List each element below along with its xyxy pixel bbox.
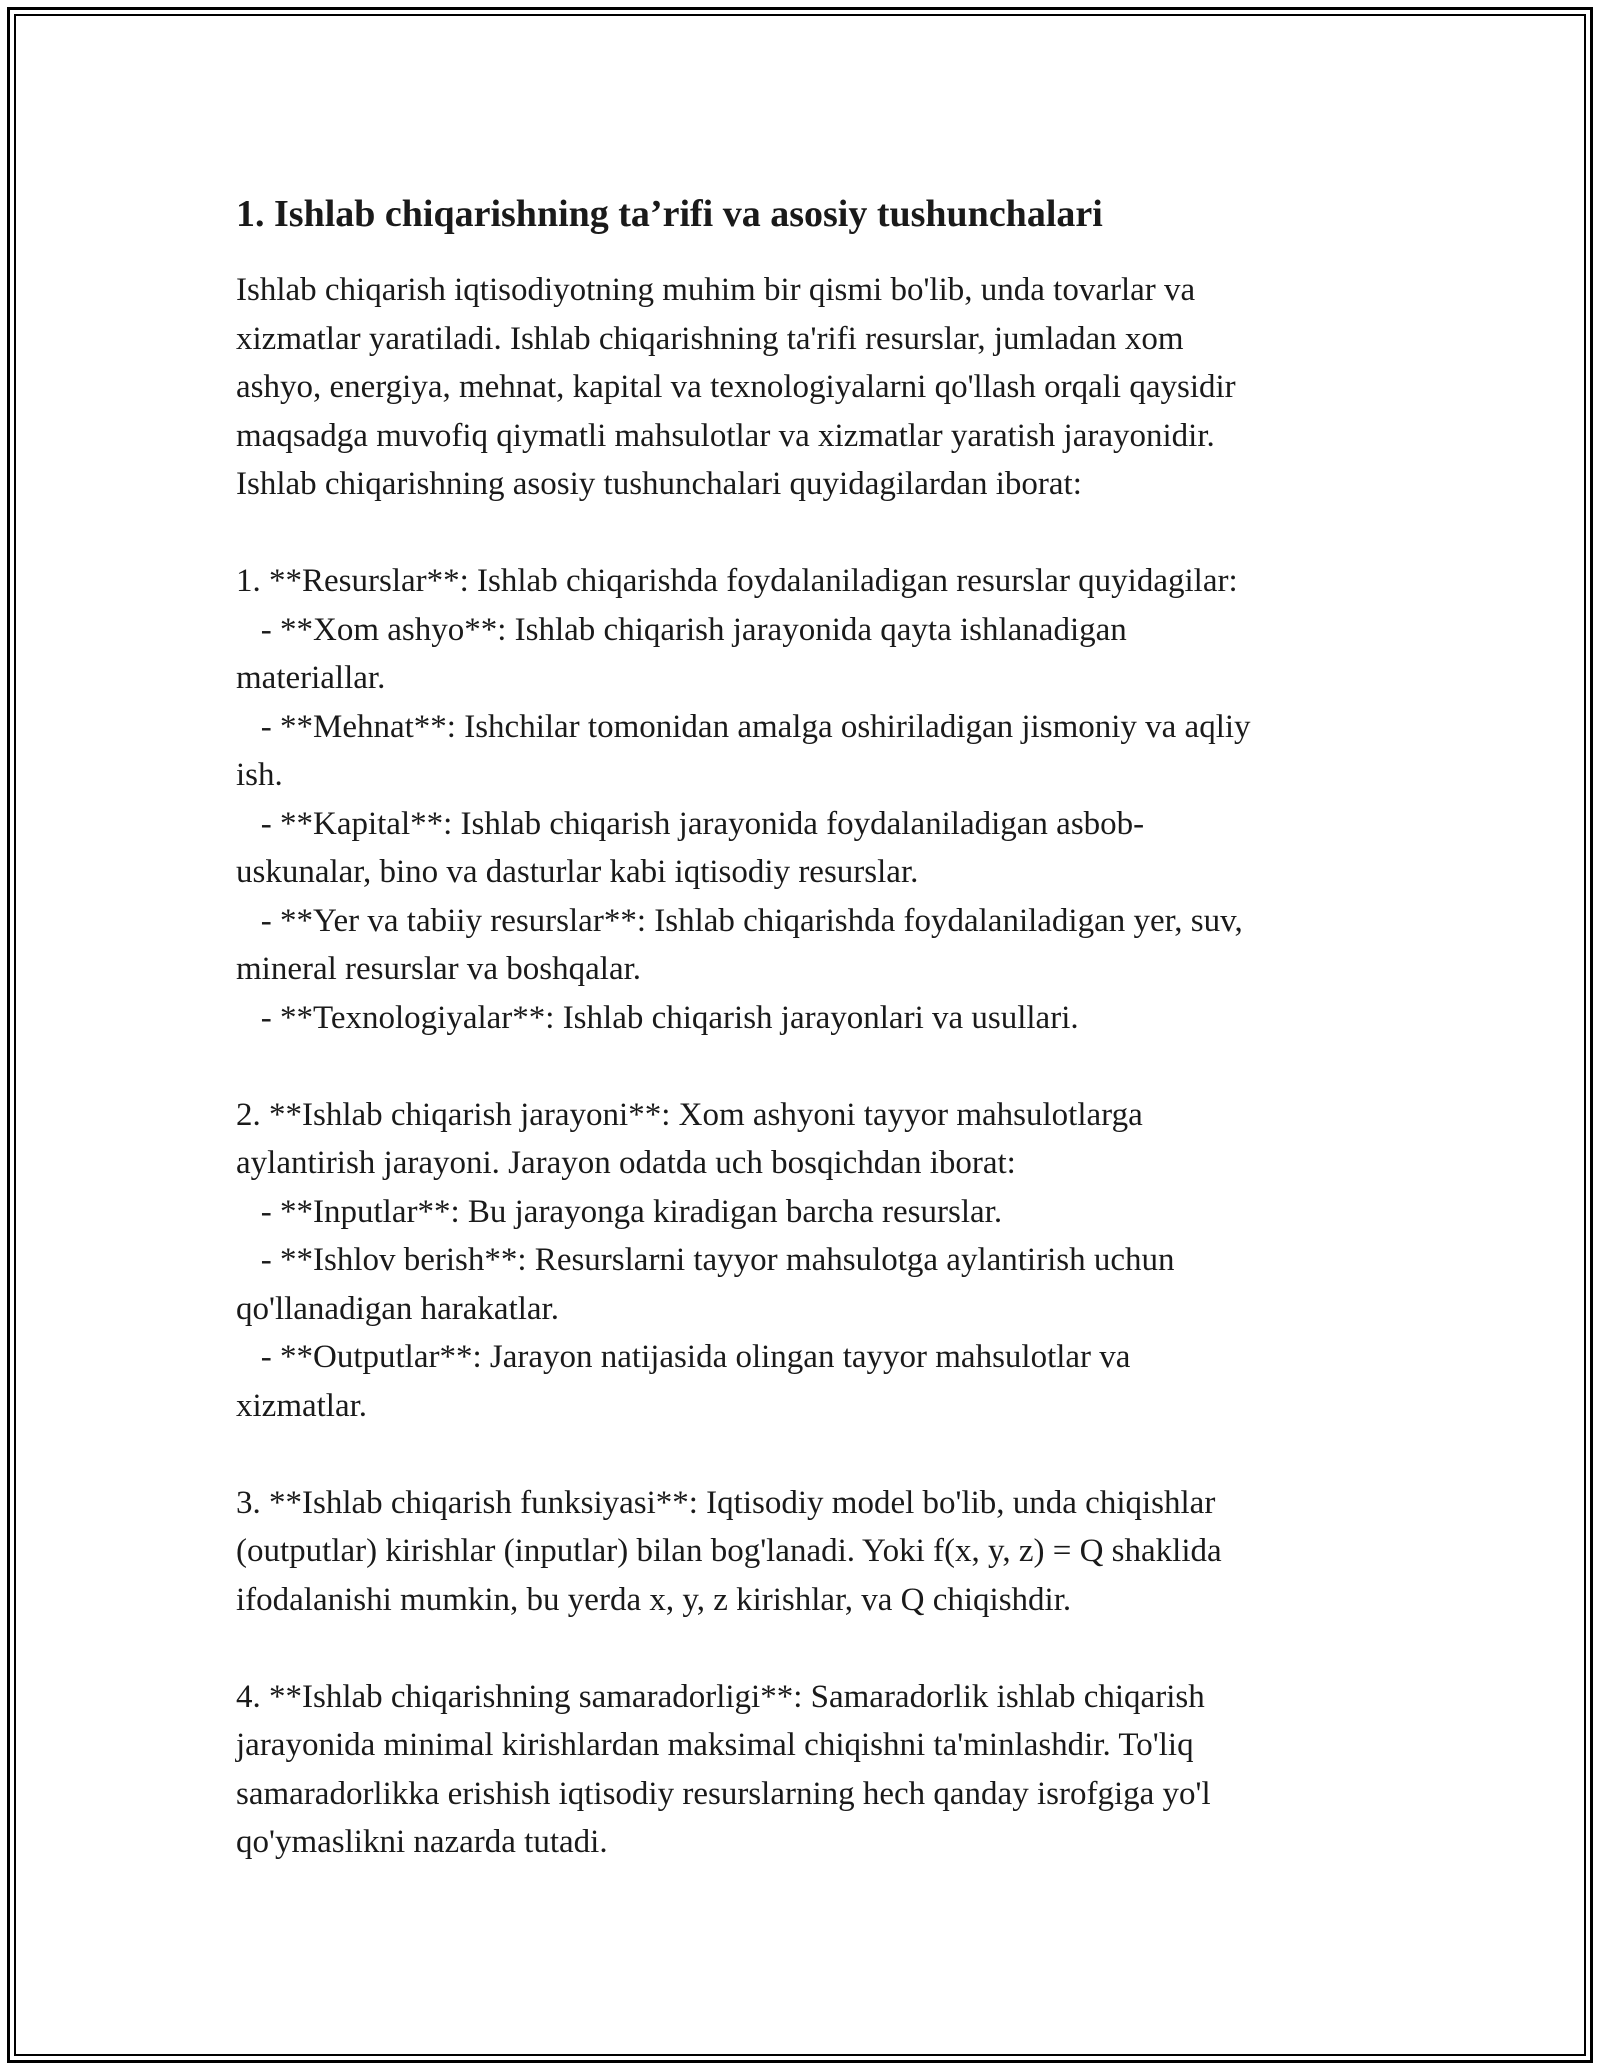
document-page (236, 190, 1386, 1867)
section-body-text: Ishlab chiqarish iqtisodiyotning muhim bir qismi bo'lib, unda tovarlar va xizmatlar yaratiladi. Ishlab chiqarishning ta'rifi resurslar, jumladan xom ashyo, energiya, mehnat, kapital va texnologiyalarni qo'llash orqali qaysidir maqsadga muvofiq qiymatli mahsulotlar va xizmatlar yaratish jarayonidir. Ishlab chiqarishning asosiy tushunchalari quyidagilardan iborat: 1. **Resurslar**: Ishlab chiqarishda foydalaniladigan resurslar quyidagilar: - **Xom ashyo**: Ishlab chiqarish jarayonida qayta ishlanadigan materiallar. - **Mehnat**: Ishchilar tomonidan amalga oshiriladigan jismoniy va aqliy ish. - **Kapital**: Ishlab chiqarish jarayonida foydalaniladigan asbob- uskunalar, bino va dasturlar kabi iqtisodiy resurslar. - **Yer va tabiiy resurslar**: Ishlab chiqarishda foydalaniladigan yer, suv, mineral resurslar va boshqalar. - **Texnologiyalar**: Ishlab chiqarish jarayonlari va usullari. 2. **Ishlab chiqarish jarayoni**: Xom ashyoni tayyor mahsulotlarga aylantirish jarayoni. Jarayon odatda uch bosqichdan iborat: - **Inputlar**: Bu jarayonga kiradigan barcha resurslar. - **Ishlov berish**: Resurslarni tayyor mahsulotga aylantirish uchun qo'llanadigan harakatlar. - **Outputlar**: Jarayon natijasida olingan tayyor mahsulotlar va xizmatlar. 3. **Ishlab chiqarish funksiyasi**: Iqtisodiy model bo'lib, unda chiqishlar (outputlar) kirishlar (inputlar) bilan bog'lanadi. Yoki f(x, y, z) = Q shaklida ifodalanishi mumkin, bu yerda x, y, z kirishlar, va Q chiqishdir. 4. **Ishlab chiqarishning samaradorligi**: Samaradorlik ishlab chiqarish jarayonida minimal kirishlardan maksimal chiqishni ta'minlashdir. To'liq samaradorlikka erishish iqtisodiy resurslarning hech qanday isrofgiga yo'l qo'ymaslikni nazarda tutadi. (236, 272, 1251, 1860)
section-heading: 1. Ishlab chiqarishning ta’rifi va asosiy tushunchalari (236, 193, 1103, 235)
